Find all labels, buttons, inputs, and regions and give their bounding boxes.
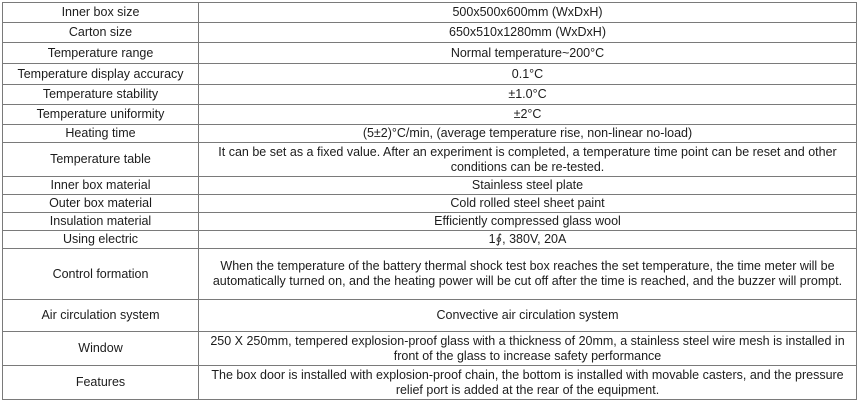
row-value: Efficiently compressed glass wool xyxy=(199,213,857,231)
row-label: Air circulation system xyxy=(3,300,199,332)
table-row xyxy=(3,3,857,23)
row-label: Heating time xyxy=(3,125,199,143)
table-row xyxy=(3,231,857,249)
table-row xyxy=(3,213,857,231)
row-label: Control formation xyxy=(3,249,199,300)
row-label: Temperature stability xyxy=(3,85,199,105)
row-label: Carton size xyxy=(3,23,199,43)
table-row xyxy=(3,177,857,195)
row-label: Window xyxy=(3,332,199,366)
table-row xyxy=(3,366,857,400)
table-row xyxy=(3,23,857,43)
table-row xyxy=(3,195,857,213)
table-row xyxy=(3,105,857,125)
row-value: 0.1°C xyxy=(199,64,857,85)
row-label: Insulation material xyxy=(3,213,199,231)
table-row xyxy=(3,332,857,366)
row-value: ±2°C xyxy=(199,105,857,125)
row-label: Temperature range xyxy=(3,43,199,64)
table-row xyxy=(3,249,857,300)
row-value: Cold rolled steel sheet paint xyxy=(199,195,857,213)
table-row xyxy=(3,143,857,177)
row-value: When the temperature of the battery thermal shock test box reaches the set temperature, the time meter will be automatically turned on, and the heating power will be cut off after the time is reached, and the buzzer will prompt. xyxy=(199,249,857,300)
row-label: Outer box material xyxy=(3,195,199,213)
row-value: Convective air circulation system xyxy=(199,300,857,332)
row-label: Using electric xyxy=(3,231,199,249)
row-value: Stainless steel plate xyxy=(199,177,857,195)
row-label: Inner box size xyxy=(3,3,199,23)
row-value: 250 X 250mm, tempered explosion-proof glass with a thickness of 20mm, a stainless steel wire mesh is installed in front of the glass to increase safety performance xyxy=(199,332,857,366)
row-value: The box door is installed with explosion-proof chain, the bottom is installed with movable casters, and the pressure relief port is added at the rear of the equipment. xyxy=(199,366,857,400)
row-label: Temperature uniformity xyxy=(3,105,199,125)
row-label: Temperature display accuracy xyxy=(3,64,199,85)
row-value: (5±2)°C/min, (average temperature rise, non-linear no-load) xyxy=(199,125,857,143)
table-row xyxy=(3,43,857,64)
table-row xyxy=(3,64,857,85)
row-value: Normal temperature~200°C xyxy=(199,43,857,64)
row-value: 650x510x1280mm (WxDxH) xyxy=(199,23,857,43)
row-value: 1∮, 380V, 20A xyxy=(199,231,857,249)
table-row xyxy=(3,85,857,105)
table-row xyxy=(3,300,857,332)
row-label: Inner box material xyxy=(3,177,199,195)
row-value: 500x500x600mm (WxDxH) xyxy=(199,3,857,23)
row-label: Features xyxy=(3,366,199,400)
row-value: ±1.0°C xyxy=(199,85,857,105)
spec-table xyxy=(2,2,857,400)
row-label: Temperature table xyxy=(3,143,199,177)
row-value: It can be set as a fixed value. After an experiment is completed, a temperature time point can be reset and other conditions can be re-tested. xyxy=(199,143,857,177)
table-row xyxy=(3,125,857,143)
